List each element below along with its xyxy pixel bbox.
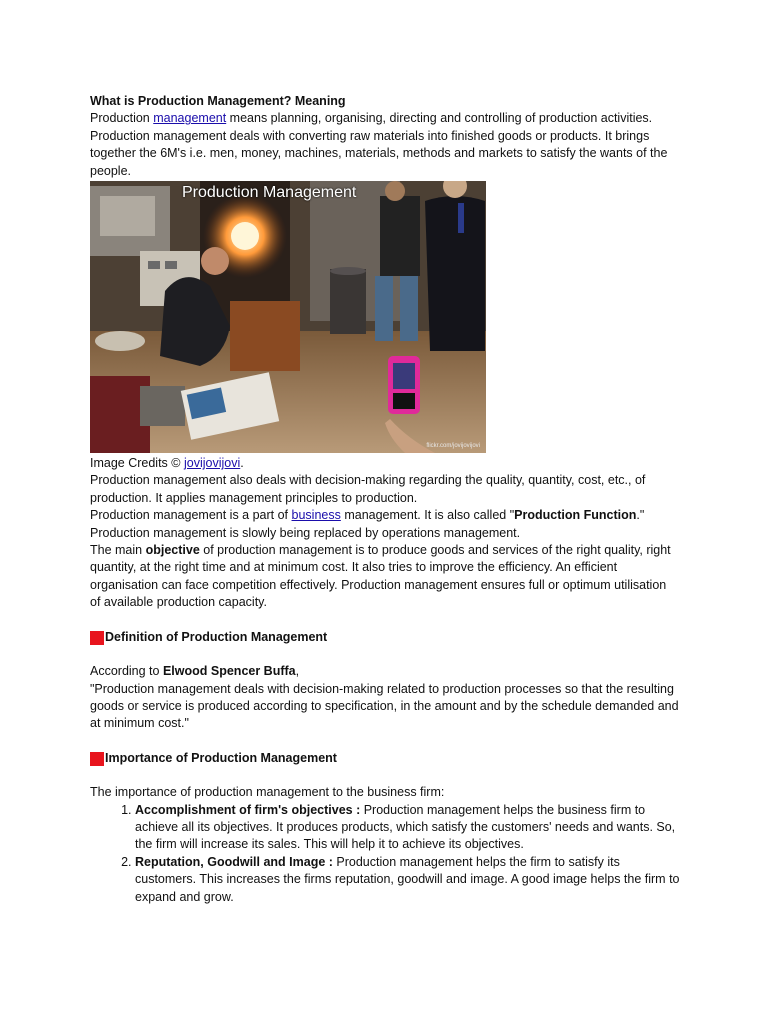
body-paragraph-decision-making: Production management also deals with decision-making regarding the quality, quantity, cost, etc., of production. It applies management principles to production. — [90, 473, 646, 505]
page-title: What is Production Management? Meaning — [90, 94, 346, 108]
production-photo-illustration — [90, 181, 486, 453]
photo-watermark: flickr.com/jovijovijovi — [426, 443, 480, 450]
body-paragraph-operations: Production management is slowly being replaced by operations management. — [90, 525, 521, 540]
photo-overlay-title: Production Management — [182, 184, 357, 202]
importance-list — [90, 802, 680, 906]
business-link[interactable]: business — [291, 508, 341, 523]
document-content — [90, 93, 680, 906]
list-item: 1. Accomplishment of firm's objectives : Production management helps the business firm to achieve all its objectives. It produces products, which satisfy the customers' needs and wants. So, the firm will increase its sales. This will help it to achieve its objectives. — [135, 802, 680, 854]
production-photo — [90, 181, 486, 453]
red-square-icon — [90, 631, 104, 645]
management-link[interactable]: management — [153, 111, 227, 126]
image-credits: Image Credits © jovijovijovi. — [90, 456, 244, 471]
credits-link[interactable]: jovijovijovi — [183, 456, 241, 471]
importance-heading: Importance of Production Management — [90, 750, 680, 767]
importance-intro: The importance of production management to the business firm: — [90, 785, 445, 800]
red-square-icon — [90, 752, 104, 766]
definition-heading: Definition of Production Management — [90, 629, 680, 646]
body-paragraph-objective: The main objective of production management is to produce goods and services of the right quality, right quantity, at the right time and at minimum cost. It also tries to improve the efficiency. An efficient organisation can face competition effectively. Production management ensures full or optimum utilisation of available production capacity. — [90, 543, 671, 610]
body-paragraph-business: Production management is a part of business management. It is also called "Production Function." — [90, 508, 645, 523]
intro-paragraph: Production management means planning, organising, directing and controlling of production activities. Production management deals with converting raw materials into finished goods or products. It brings together the 6M's i.e. men, money, machines, materials, methods and markets to satisfy the wants of the people. — [90, 111, 668, 178]
definition-quote: "Production management deals with decision-making related to production processes so that the resulting goods or service is produced according to specification, in the amount and by the schedule demanded and at minimum cost." — [90, 681, 679, 731]
list-item: 2. Reputation, Goodwill and Image : Production management helps the firm to satisfy its customers. This increases the firms reputation, goodwill and image. A good image helps the firm to expand and grow. — [135, 854, 680, 906]
definition-attribution: According to Elwood Spencer Buffa, — [90, 664, 300, 679]
